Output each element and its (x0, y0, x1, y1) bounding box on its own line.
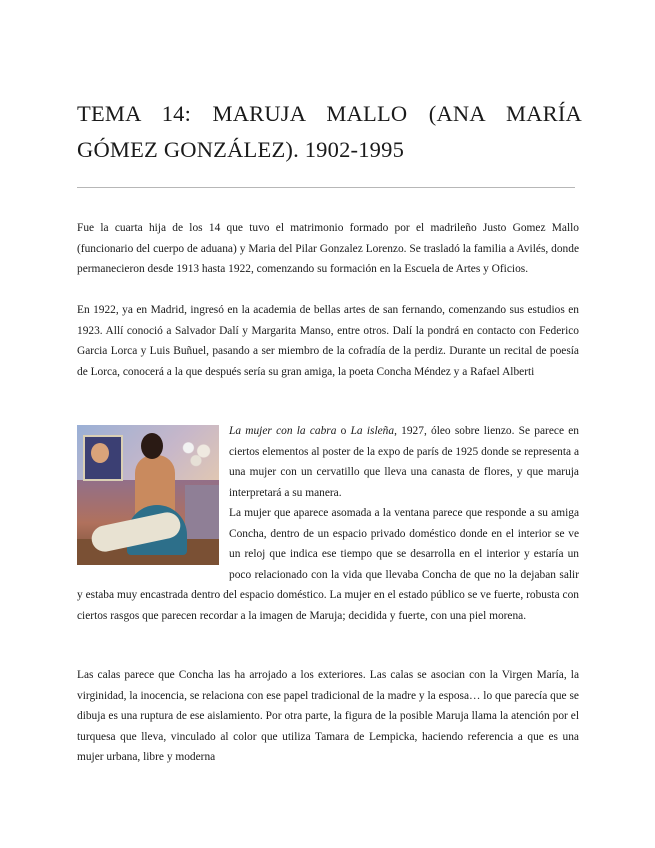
artwork-title-2: La isleña (350, 425, 395, 437)
artwork-title-join: o (336, 425, 351, 437)
artwork-analysis: La mujer que aparece asomada a la ventana parece que responde a su amiga Concha, dentro de un espacio privado doméstico donde en el interior se ve un reloj que indica ese tiempo que se desarrolla en el interior y estaría un poco relacionado con la vida que llevaba Concha de que no la dejaban salir y estaba muy encastrada dentro del espacio doméstico. La mujer en el estado público se ve fuerte, robusta con ciertos rasgos que parecen recordar a la imagen de Maruja; decidida y fuerte, con una piel morena. (77, 507, 579, 622)
artwork-description: , 1927, óleo sobre lienzo. Se parece en ciertos elementos al poster de la expo de parís de 1925 donde se representa a una mujer con un cervatillo que lleva una canasta de flores, y que maruja interpretará a su manera. (229, 425, 579, 499)
artwork-intro (229, 425, 579, 499)
title-divider (77, 187, 575, 188)
paragraph-madrid: En 1922, ya en Madrid, ingresó en la academia de bellas artes de san fernando, comenzando sus estudios en 1923. Allí conoció a Salvador Dalí y Margarita Manso, entre otros. Dalí la pondrá en contacto con Federico Garcia Lorca y Luis Buñuel, pasando a ser miembro de la cofradía de la perdiz. Durante un recital de poesía de Lorca, conocerá a la que después sería su gran amiga, la poeta Concha Méndez y a Rafael Alberti (77, 304, 579, 378)
paragraph-biography: Fue la cuarta hija de los 14 que tuvo el matrimonio formado por el madrileño Justo Gomez Mallo (funcionario del cuerpo de aduana) y Maria del Pilar Gonzalez Lorenzo. Se trasladó la familia a Avilés, donde permanecieron desde 1913 hasta 1922, comenzando su formación en la Escuela de Artes y Oficios. (77, 222, 579, 275)
page-title: TEMA 14: MARUJA MALLO (ANA MARÍA GÓMEZ GONZÁLEZ). 1902-1995 (77, 101, 582, 162)
paragraph-artwork (77, 421, 579, 626)
painting-image (77, 425, 219, 565)
artwork-title-1: La mujer con la cabra (229, 425, 337, 437)
paragraph-calas: Las calas parece que Concha las ha arrojado a los exteriores. Las calas se asocian con la Virgen María, la virginidad, la inocencia, se relaciona con ese papel tradicional de la madre y la esposa… lo que parecía que se dibuja es una ruptura de ese aislamiento. Por otra parte, la figura de la posible Maruja llama la atención por el turquesa que lleva, vinculado al color que utiliza Tamara de Lempicka, haciendo referencia a que es una mujer urbana, libre y moderna (77, 669, 579, 763)
